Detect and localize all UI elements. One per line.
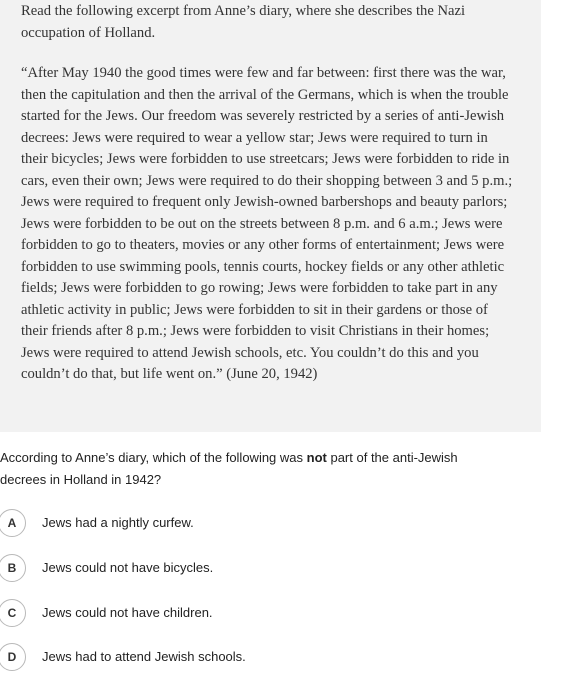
choice-a-letter: A: [0, 509, 26, 537]
question-emphasis: not: [306, 450, 327, 465]
choice-b-text: Jews could not have bicycles.: [42, 560, 214, 575]
choice-d-text: Jews had to attend Jewish schools.: [42, 649, 246, 664]
passage-intro: Read the following excerpt from Anne’s diary, where she describes the Nazi occupation of Holland.: [21, 3, 466, 41]
choice-d[interactable]: [0, 643, 560, 673]
choice-d-letter: D: [0, 643, 26, 671]
question-prompt: [0, 447, 490, 490]
choice-b[interactable]: [0, 554, 560, 584]
diary-excerpt: “After May 1940 the good times were few and far between: first there was the war, then the capitulation and then the arrival of the Germans, which is when the trouble started for the Jews. Our freedom was severely restricted by a series of anti-Jewish decrees: Jews were required to wear a yellow star; Jews were required to turn in their bicycles; Jews were forbidden to use streetcars; Jews were forbidden to ride in cars, even their own; Jews were required to do their shopping between 3 and 5 p.m.; Jews were required to frequent only Jewish-owned barbershops and beauty parlors; Jews were forbidden to be out on the streets between 8 p.m. and 6 a.m.; Jews were forbidden to go to theaters, movies or any other forms of entertainment; Jews were forbidden to use swimming pools, tennis courts, hockey fields or any other athletic fields; Jews were forbidden to go rowing; Jews were forbidden to take part in any athletic activity in public; Jews were forbidden to sit in their gardens or those of their friends after 8 p.m.; Jews were forbidden to visit Christians in their homes; Jews were required to attend Jewish schools, etc. You couldn’t do this and you couldn’t do that, but life went on.” (June 20, 1942): [21, 65, 513, 382]
choice-c-text: Jews could not have children.: [42, 605, 213, 620]
choice-c-letter: C: [0, 599, 26, 627]
question-text-after: part of the anti-Jewish decrees in Holland in 1942?: [0, 450, 458, 487]
choice-b-letter: B: [0, 554, 26, 582]
question-text-before: According to Anne’s diary, which of the following was: [0, 450, 307, 465]
choice-a[interactable]: [0, 509, 560, 539]
choice-c[interactable]: [0, 599, 560, 629]
choice-a-text: Jews had a nightly curfew.: [42, 515, 194, 530]
